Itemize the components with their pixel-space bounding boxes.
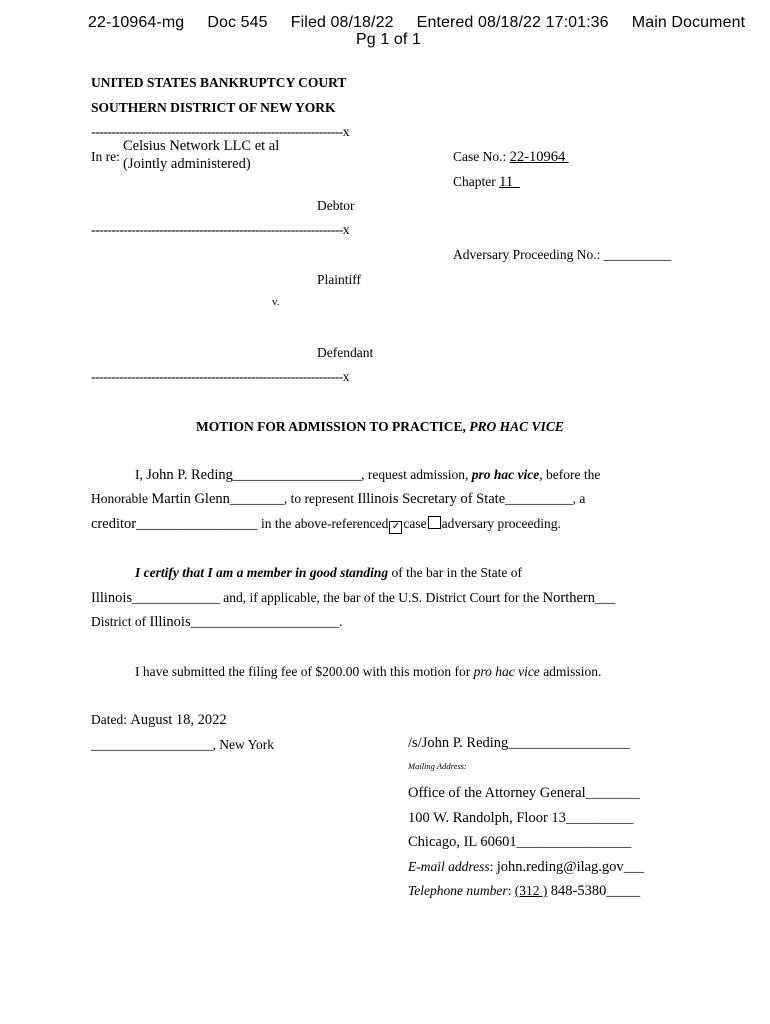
chapter-line: [453, 174, 520, 191]
address-2-blank: __________: [565, 810, 634, 825]
adversary-checkbox-label: adversary proceeding.: [441, 516, 561, 531]
header-doc: Doc 545: [207, 14, 268, 31]
address-1-field[interactable]: Office of the Attorney General: [408, 785, 586, 801]
party-role-field[interactable]: creditor: [91, 516, 137, 532]
address-line-3: [408, 834, 631, 851]
separator-2: ---------------------------------------------------------------x: [91, 222, 349, 237]
address-line-1: [408, 785, 640, 802]
client-name-field[interactable]: Illinois Secretary of State: [357, 491, 506, 507]
certify-statement: I certify that I am a member in good standing: [135, 565, 389, 580]
phone-label: Telephone number: [408, 883, 508, 898]
district-direction-field[interactable]: Northern: [542, 590, 595, 606]
district-blank: ______________________.: [190, 614, 343, 629]
direction-blank: ___: [594, 590, 616, 605]
case-no-value[interactable]: 22-10964: [509, 149, 566, 165]
phone-number-field[interactable]: 848-5380: [550, 883, 607, 899]
comma-a: , a: [572, 491, 586, 506]
signature-blank: __________________: [508, 735, 630, 750]
address-2-field[interactable]: 100 W. Randolph, Floor 13: [408, 810, 566, 826]
district-state-field[interactable]: Illinois: [149, 614, 191, 630]
defendant-label: Defendant: [317, 345, 374, 360]
location-text: , New York: [212, 737, 275, 752]
email-blank: ___: [623, 859, 644, 874]
header-case-number: 22-10964-mg: [88, 14, 185, 31]
attorney-name-blank: ___________________: [232, 467, 362, 482]
case-checkbox[interactable]: ✓: [389, 521, 402, 534]
judge-name-field[interactable]: Martin Glenn: [151, 491, 230, 507]
fee-paragraph: [135, 664, 601, 680]
judge-blank: ________: [229, 491, 284, 506]
paragraph-1-line-3: [91, 516, 561, 534]
represent-text: , to represent: [283, 491, 354, 506]
case-checkbox-label: case: [403, 516, 427, 531]
court-line-1: UNITED STATES BANKRUPTCY COURT: [91, 75, 347, 90]
attorney-name-field[interactable]: John P. Reding: [146, 467, 233, 483]
adversary-checkbox[interactable]: [428, 516, 441, 529]
header-page: Pg 1 of 1: [356, 31, 421, 48]
dated-line: [91, 712, 227, 729]
mailing-address-label: Mailing Address:: [408, 761, 467, 771]
paragraph-1-line-2: [91, 491, 585, 508]
in-re-label: In re:: [91, 149, 120, 164]
separator-3: ---------------------------------------------------------------x: [91, 369, 349, 384]
motion-title-italic: PRO HAC VICE: [469, 419, 564, 434]
docket-header: [88, 14, 745, 32]
p1-before: , before the: [539, 467, 601, 482]
case-no-label: Case No.:: [453, 149, 507, 164]
email-line: E-mail address: john.reding@ilag.gov___: [408, 859, 644, 875]
phone-line: Telephone number: (312 ) 848-5380_____: [408, 883, 641, 899]
separator-1: ---------------------------------------------------------------x: [91, 124, 349, 139]
header-entered: Entered 08/18/22 17:01:36: [416, 14, 609, 31]
location-line: [91, 737, 274, 753]
in-above-referenced: in the above-referenced: [260, 516, 389, 531]
motion-title: [196, 419, 564, 435]
phone-blank: _____: [606, 883, 641, 898]
address-1-blank: ________: [585, 785, 640, 800]
address-3-field[interactable]: Chicago, IL 60601: [408, 834, 517, 850]
p1-request: , request admission,: [361, 467, 469, 482]
chapter-label: Chapter: [453, 174, 496, 189]
dated-label: Dated:: [91, 712, 127, 727]
paragraph-1-line-1: [135, 467, 600, 484]
district-of-label: District of: [91, 614, 147, 629]
district-court-text: and, if applicable, the bar of the U.S. District Court for the: [223, 590, 540, 605]
paragraph-2-line-2: [91, 590, 615, 607]
signature-line: [408, 735, 630, 752]
address-line-2: [408, 810, 633, 827]
versus-label: v.: [272, 296, 280, 308]
header-main-document: Main Document: [631, 14, 746, 31]
motion-title-text: MOTION FOR ADMISSION TO PRACTICE,: [196, 419, 466, 434]
debtor-note: (Jointly administered): [123, 156, 251, 172]
fee-text: I have submitted the filing fee of $200.00 with this motion for: [135, 664, 471, 679]
location-blank: __________________: [91, 737, 213, 752]
header-filed: Filed 08/18/22: [290, 14, 394, 31]
certify-rest: of the bar in the State of: [391, 565, 522, 580]
p1-prefix: I,: [135, 467, 143, 482]
honorable-label: Honorable: [91, 491, 148, 506]
adversary-proceeding-no: Adversary Proceeding No.: __________: [453, 247, 672, 262]
debtor-label: Debtor: [317, 198, 355, 213]
phone-area-field[interactable]: (312 ): [514, 883, 548, 898]
fee-end: admission.: [543, 664, 602, 679]
signature-field[interactable]: /s/John P. Reding: [408, 735, 509, 751]
state-blank: _____________: [132, 590, 220, 605]
debtor-name: Celsius Network LLC et al: [123, 138, 280, 154]
email-label: E-mail address: [408, 859, 490, 874]
p1-pro-hac-vice: pro hac vice: [471, 467, 540, 482]
role-blank: __________________: [136, 516, 258, 531]
state-field[interactable]: Illinois: [91, 590, 133, 606]
case-number-line: [453, 149, 569, 166]
paragraph-2-line-1: [135, 565, 522, 581]
client-blank: __________: [505, 491, 573, 506]
email-field[interactable]: john.reding@ilag.gov: [496, 859, 624, 875]
paragraph-2-line-3: [91, 614, 342, 631]
dated-value-field[interactable]: August 18, 2022: [130, 712, 227, 728]
fee-pro-hac-vice: pro hac vice: [473, 664, 540, 679]
address-3-blank: _________________: [516, 834, 632, 849]
chapter-value[interactable]: 11: [499, 174, 514, 190]
plaintiff-label: Plaintiff: [317, 272, 362, 287]
court-line-2: SOUTHERN DISTRICT OF NEW YORK: [91, 100, 336, 115]
